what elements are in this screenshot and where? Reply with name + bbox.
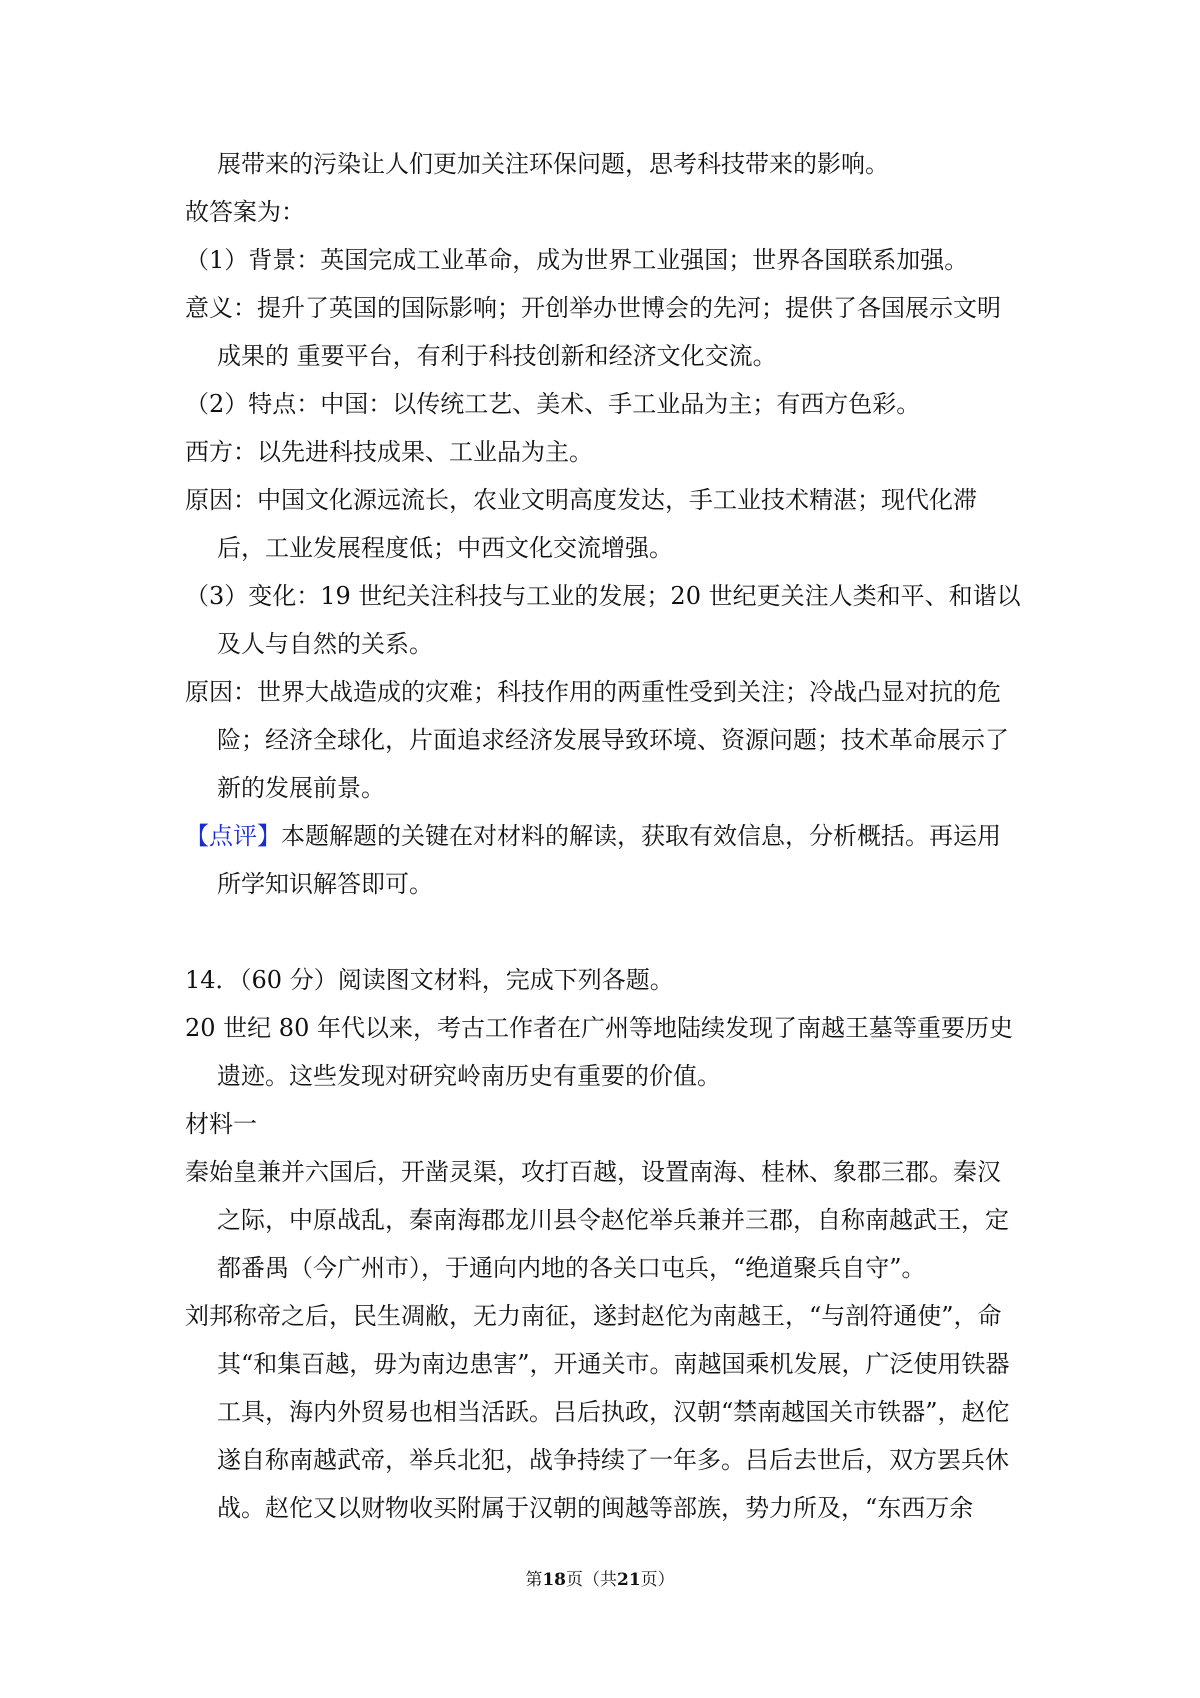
text-line: 原因：中国文化源远流长，农业文明高度发达，手工业技术精湛；现代化滞 bbox=[185, 486, 977, 514]
text-line: 后，工业发展程度低；中西文化交流增强。 bbox=[217, 534, 673, 562]
comment-text: 本题解题的关键在对材料的解读，获取有效信息，分析概括。再运用 bbox=[281, 822, 1001, 850]
comment-line bbox=[185, 812, 1025, 860]
text-line: 原因：世界大战造成的灾难；科技作用的两重性受到关注；冷战凸显对抗的危 bbox=[185, 678, 1001, 706]
text-line: 其“和集百越，毋为南边患害”，开通关市。南越国乘机发展，广泛使用铁器 bbox=[217, 1350, 1010, 1378]
text-line: （1）背景：英国完成工业革命，成为世界工业强国；世界各国联系加强。 bbox=[185, 246, 969, 274]
footer-prefix: 第 bbox=[525, 1570, 543, 1590]
question-heading: 14．（60 分）阅读图文材料，完成下列各题。 bbox=[185, 966, 674, 994]
document-body bbox=[185, 140, 1025, 1532]
total-pages: 21 bbox=[617, 1570, 641, 1590]
page-footer bbox=[0, 1568, 1200, 1592]
text-line: 战。赵佗又以财物收买附属于汉朝的闽越等部族，势力所及，“东西万余 bbox=[217, 1494, 974, 1522]
page-number: 18 bbox=[542, 1570, 566, 1590]
text-line: 展带来的污染让人们更加关注环保问题，思考科技带来的影响。 bbox=[217, 150, 889, 178]
text-line: 遂自称南越武帝，举兵北犯，战争持续了一年多。吕后去世后，双方罢兵休 bbox=[217, 1446, 1009, 1474]
text-line: （2）特点：中国：以传统工艺、美术、手工业品为主；有西方色彩。 bbox=[185, 390, 921, 418]
text-line: 工具，海内外贸易也相当活跃。吕后执政，汉朝“禁南越国关市铁器”，赵佗 bbox=[217, 1398, 1010, 1426]
text-line: 刘邦称帝之后，民生凋敝，无力南征，遂封赵佗为南越王，“与剖符通使”，命 bbox=[185, 1302, 1002, 1330]
text-line: 新的发展前景。 bbox=[217, 774, 385, 802]
text-line: 意义：提升了英国的国际影响；开创举办世博会的先河；提供了各国展示文明 bbox=[185, 294, 1001, 322]
footer-middle: 页（共 bbox=[566, 1570, 617, 1590]
text-line: 及人与自然的关系。 bbox=[217, 630, 433, 658]
text-line: 险；经济全球化，片面追求经济发展导致环境、资源问题；技术革命展示了 bbox=[217, 726, 1009, 754]
text-line: 秦始皇兼并六国后，开凿灵渠，攻打百越，设置南海、桂林、象郡三郡。秦汉 bbox=[185, 1158, 1001, 1186]
text-line: 故答案为： bbox=[185, 198, 305, 226]
text-line: 遗迹。这些发现对研究岭南历史有重要的价值。 bbox=[217, 1062, 721, 1090]
text-line: （3）变化：19 世纪关注科技与工业的发展；20 世纪更关注人类和平、和谐以 bbox=[185, 582, 1021, 610]
material-heading: 材料一 bbox=[185, 1110, 257, 1138]
text-line: 西方：以先进科技成果、工业品为主。 bbox=[185, 438, 593, 466]
text-line: 20 世纪 80 年代以来，考古工作者在广州等地陆续发现了南越王墓等重要历史 bbox=[185, 1014, 1013, 1042]
spacer bbox=[185, 908, 1025, 956]
comment-tag: 【点评】 bbox=[185, 822, 281, 850]
text-line: 之际，中原战乱，秦南海郡龙川县令赵佗举兵兼并三郡，自称南越武王，定 bbox=[217, 1206, 1009, 1234]
text-line: 成果的 重要平台，有利于科技创新和经济文化交流。 bbox=[217, 342, 777, 370]
footer-suffix: 页） bbox=[640, 1570, 675, 1590]
text-line: 都番禺（今广州市），于通向内地的各关口屯兵，“绝道聚兵自守”。 bbox=[217, 1254, 926, 1282]
text-line: 所学知识解答即可。 bbox=[217, 870, 433, 898]
